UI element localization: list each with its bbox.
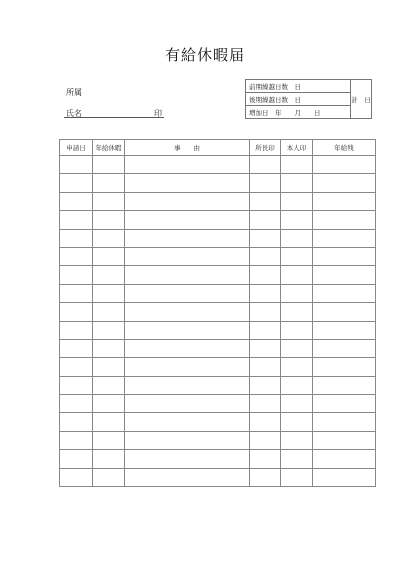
- table-cell[interactable]: [250, 303, 281, 321]
- table-row: [60, 450, 376, 468]
- table-cell[interactable]: [281, 321, 313, 339]
- table-cell[interactable]: [60, 358, 93, 376]
- table-cell[interactable]: [281, 358, 313, 376]
- table-cell[interactable]: [93, 266, 125, 284]
- table-row: [60, 431, 376, 449]
- table-row: [60, 192, 376, 210]
- table-row: [60, 156, 376, 174]
- table-cell[interactable]: [313, 376, 376, 394]
- table-row: [60, 247, 376, 265]
- table-row: [60, 358, 376, 376]
- table-cell[interactable]: [125, 376, 250, 394]
- table-cell[interactable]: [125, 431, 250, 449]
- table-cell[interactable]: [281, 303, 313, 321]
- table-cell[interactable]: [125, 192, 250, 210]
- table-cell[interactable]: [313, 431, 376, 449]
- table-cell[interactable]: [93, 413, 125, 431]
- table-cell[interactable]: [125, 339, 250, 357]
- table-cell[interactable]: [93, 358, 125, 376]
- table-cell[interactable]: [93, 303, 125, 321]
- table-row: [60, 339, 376, 357]
- records-header-row: [60, 140, 376, 156]
- table-cell[interactable]: [281, 247, 313, 265]
- seal-label: 印: [154, 109, 162, 118]
- table-cell[interactable]: [60, 211, 93, 229]
- carryover-next-cell: 後期繰越日数 日: [246, 93, 351, 106]
- table-cell[interactable]: [93, 174, 125, 192]
- name-label: 氏名: [66, 109, 82, 118]
- table-cell[interactable]: [60, 174, 93, 192]
- total-cell: 計 日: [351, 80, 372, 119]
- table-cell[interactable]: [250, 266, 281, 284]
- table-cell[interactable]: [125, 413, 250, 431]
- table-cell[interactable]: [250, 395, 281, 413]
- table-cell[interactable]: [281, 468, 313, 486]
- table-cell[interactable]: [60, 339, 93, 357]
- table-cell[interactable]: [313, 413, 376, 431]
- table-cell[interactable]: [125, 303, 250, 321]
- table-cell[interactable]: [60, 376, 93, 394]
- table-cell[interactable]: [250, 358, 281, 376]
- table-cell[interactable]: [313, 174, 376, 192]
- table-cell[interactable]: [93, 192, 125, 210]
- column-header-director-seal: 所長印: [250, 140, 281, 156]
- table-row: [60, 284, 376, 302]
- column-header-remaining: 年給残: [313, 140, 376, 156]
- table-cell[interactable]: [281, 192, 313, 210]
- table-cell[interactable]: [60, 247, 93, 265]
- table-cell[interactable]: [281, 174, 313, 192]
- table-cell[interactable]: [60, 321, 93, 339]
- table-cell[interactable]: [281, 450, 313, 468]
- table-cell[interactable]: [250, 321, 281, 339]
- table-cell[interactable]: [125, 247, 250, 265]
- table-cell[interactable]: [250, 431, 281, 449]
- table-row: [60, 321, 376, 339]
- table-cell[interactable]: [281, 229, 313, 247]
- table-cell[interactable]: [93, 450, 125, 468]
- table-cell[interactable]: [93, 211, 125, 229]
- table-cell[interactable]: [125, 156, 250, 174]
- table-row: [60, 266, 376, 284]
- affiliation-label: 所属: [66, 88, 82, 97]
- table-cell[interactable]: [250, 468, 281, 486]
- table-cell[interactable]: [281, 413, 313, 431]
- table-row: [60, 174, 376, 192]
- table-row: [60, 303, 376, 321]
- table-cell[interactable]: [281, 395, 313, 413]
- column-header-personal-seal: 本人印: [281, 140, 313, 156]
- table-cell[interactable]: [93, 395, 125, 413]
- table-cell[interactable]: [250, 450, 281, 468]
- table-cell[interactable]: [313, 211, 376, 229]
- table-cell[interactable]: [313, 358, 376, 376]
- table-cell[interactable]: [125, 229, 250, 247]
- table-cell[interactable]: [93, 156, 125, 174]
- table-cell[interactable]: [313, 192, 376, 210]
- table-cell[interactable]: [250, 192, 281, 210]
- column-header-reason: 事 由: [125, 140, 250, 156]
- leave-records-table: [59, 139, 376, 487]
- table-row: [60, 395, 376, 413]
- table-cell[interactable]: [250, 174, 281, 192]
- table-cell[interactable]: [93, 376, 125, 394]
- table-cell[interactable]: [125, 450, 250, 468]
- table-cell[interactable]: [313, 339, 376, 357]
- table-cell[interactable]: [250, 413, 281, 431]
- table-cell[interactable]: [60, 229, 93, 247]
- column-header-paid-leave: 年給休暇: [93, 140, 125, 156]
- table-cell[interactable]: [125, 395, 250, 413]
- table-cell[interactable]: [125, 174, 250, 192]
- table-row: [60, 376, 376, 394]
- table-cell[interactable]: [125, 358, 250, 376]
- table-cell[interactable]: [313, 468, 376, 486]
- table-cell[interactable]: [250, 284, 281, 302]
- table-cell[interactable]: [125, 211, 250, 229]
- table-row: [60, 468, 376, 486]
- table-cell[interactable]: [125, 266, 250, 284]
- table-cell[interactable]: [93, 247, 125, 265]
- added-date-cell: 増加日 年 月 日: [246, 106, 351, 119]
- table-cell[interactable]: [60, 468, 93, 486]
- table-cell[interactable]: [313, 321, 376, 339]
- table-cell[interactable]: [281, 339, 313, 357]
- table-cell[interactable]: [93, 321, 125, 339]
- table-cell[interactable]: [60, 413, 93, 431]
- table-cell[interactable]: [60, 156, 93, 174]
- table-cell[interactable]: [125, 321, 250, 339]
- table-cell[interactable]: [125, 284, 250, 302]
- table-cell[interactable]: [250, 339, 281, 357]
- table-cell[interactable]: [93, 431, 125, 449]
- document-title: 有給休暇届: [164, 46, 245, 64]
- table-cell[interactable]: [313, 229, 376, 247]
- table-cell[interactable]: [250, 211, 281, 229]
- table-cell[interactable]: [60, 284, 93, 302]
- table-cell[interactable]: [281, 156, 313, 174]
- table-row: [60, 413, 376, 431]
- table-cell[interactable]: [250, 229, 281, 247]
- table-cell[interactable]: [93, 468, 125, 486]
- table-cell[interactable]: [60, 266, 93, 284]
- table-cell[interactable]: [281, 376, 313, 394]
- table-cell[interactable]: [313, 156, 376, 174]
- table-row: [60, 211, 376, 229]
- leave-summary-table: [245, 79, 372, 119]
- table-cell[interactable]: [93, 284, 125, 302]
- name-underline: [64, 117, 164, 118]
- table-cell[interactable]: [93, 339, 125, 357]
- table-cell[interactable]: [313, 284, 376, 302]
- table-cell[interactable]: [281, 211, 313, 229]
- table-cell[interactable]: [60, 450, 93, 468]
- table-cell[interactable]: [281, 431, 313, 449]
- table-cell[interactable]: [281, 284, 313, 302]
- table-row: [60, 229, 376, 247]
- table-cell[interactable]: [250, 156, 281, 174]
- table-cell[interactable]: [93, 229, 125, 247]
- table-cell[interactable]: [250, 247, 281, 265]
- table-cell[interactable]: [313, 395, 376, 413]
- table-cell[interactable]: [250, 376, 281, 394]
- table-cell[interactable]: [60, 303, 93, 321]
- table-cell[interactable]: [313, 266, 376, 284]
- carryover-prev-cell: 前期繰越日数 日: [246, 80, 351, 93]
- table-cell[interactable]: [313, 450, 376, 468]
- table-cell[interactable]: [125, 468, 250, 486]
- table-cell[interactable]: [60, 192, 93, 210]
- table-cell[interactable]: [313, 303, 376, 321]
- column-header-application-date: 申請日: [60, 140, 93, 156]
- table-cell[interactable]: [60, 395, 93, 413]
- table-cell[interactable]: [60, 431, 93, 449]
- table-cell[interactable]: [313, 247, 376, 265]
- table-cell[interactable]: [281, 266, 313, 284]
